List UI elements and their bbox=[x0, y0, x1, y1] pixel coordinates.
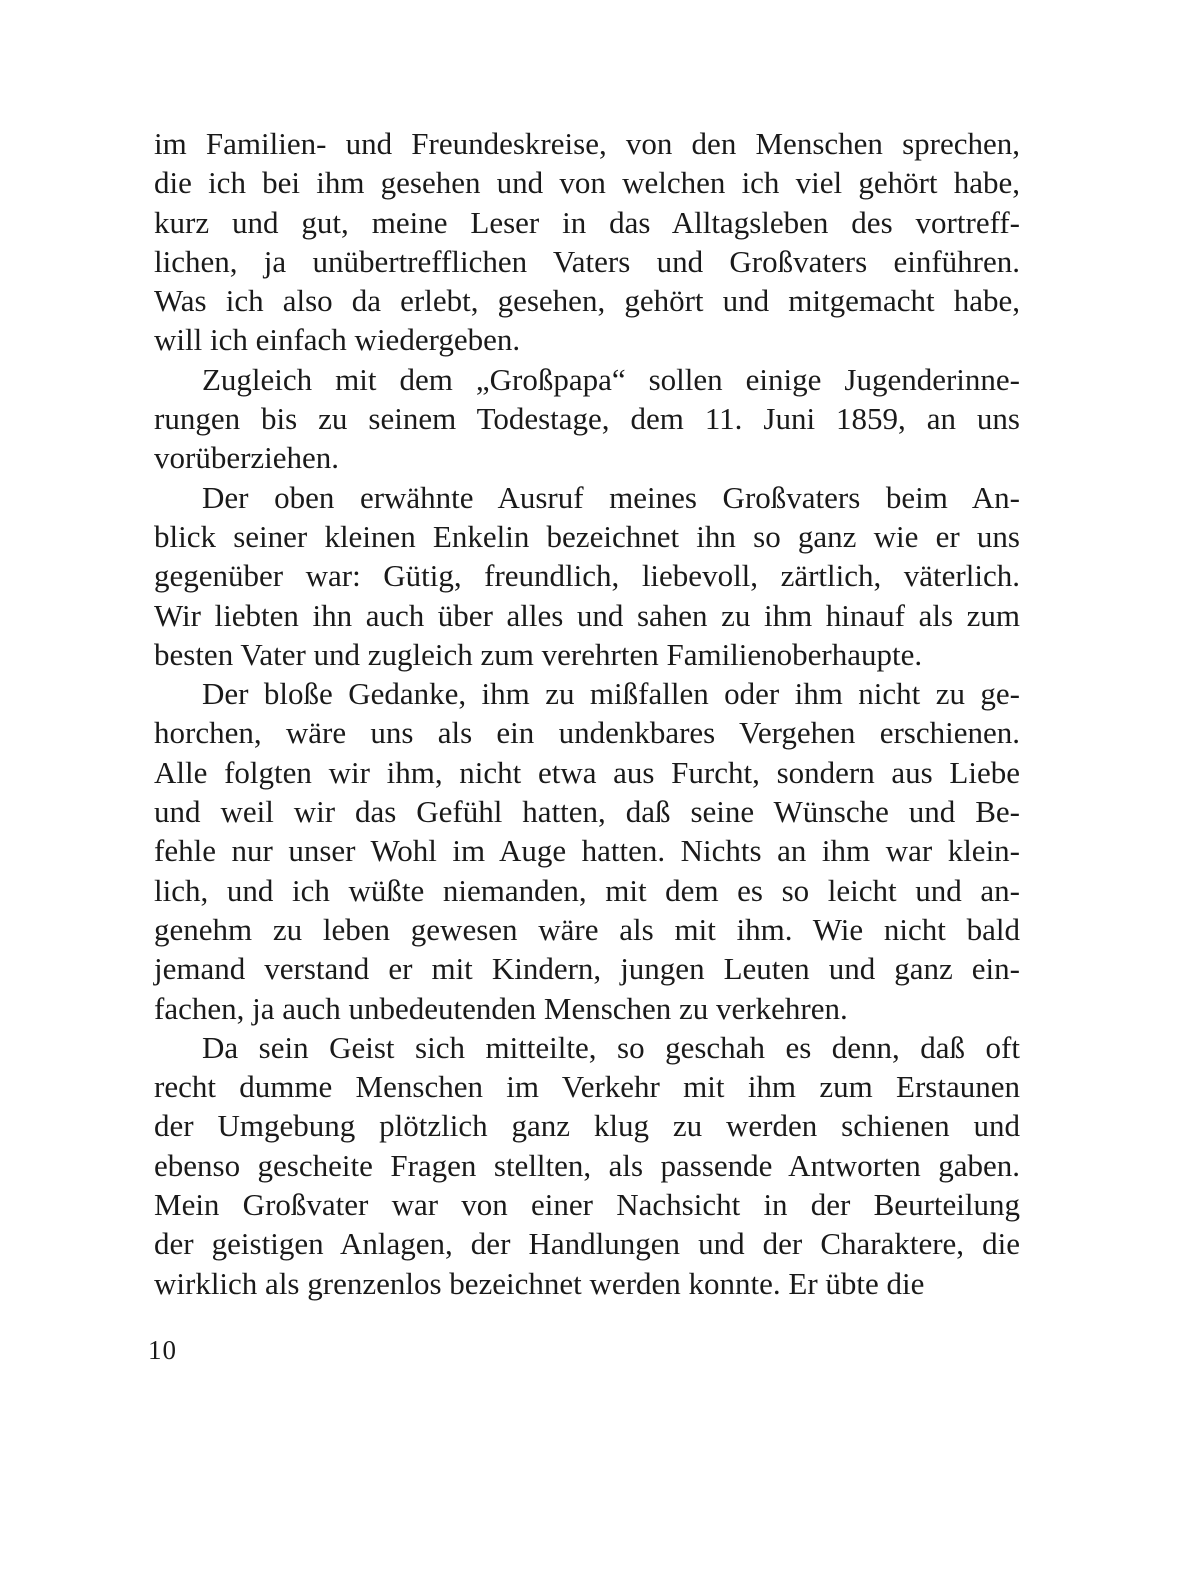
text-line: Zugleich mit dem „Großpapa“ sollen einige Jugenderinne- bbox=[202, 361, 1020, 397]
text-line: lichen, ja unübertrefflichen Vaters und Großvaters einführen. bbox=[154, 243, 1020, 279]
text-line: horchen, wäre uns als ein undenkbares Vergehen erschienen. bbox=[154, 715, 1020, 751]
body-text bbox=[154, 124, 1020, 1303]
text-line: besten Vater und zugleich zum verehrten Familienoberhaupte. bbox=[154, 636, 923, 672]
text-line: lich, und ich wüßte niemanden, mit dem es so leicht und an- bbox=[154, 872, 1020, 908]
text-line: recht dumme Menschen im Verkehr mit ihm zum Erstaunen bbox=[154, 1069, 1020, 1105]
text-line: Wir liebten ihn auch über alles und sahen zu ihm hinauf als zum bbox=[154, 597, 1020, 633]
text-line: gegenüber war: Gütig, freundlich, liebevoll, zärtlich, väterlich. bbox=[154, 558, 1020, 594]
text-line: Alle folgten wir ihm, nicht etwa aus Furcht, sondern aus Liebe bbox=[154, 754, 1020, 790]
paragraph bbox=[154, 124, 1020, 360]
text-line: fehle nur unser Wohl im Auge hatten. Nichts an ihm war klein- bbox=[154, 833, 1020, 869]
text-line: fachen, ja auch unbedeutenden Menschen zu verkehren. bbox=[154, 990, 848, 1026]
text-line: kurz und gut, meine Leser in das Alltagsleben des vortreff- bbox=[154, 204, 1020, 240]
text-line: will ich einfach wiedergeben. bbox=[154, 322, 521, 358]
text-line: im Familien- und Freundeskreise, von den Menschen sprechen, bbox=[154, 126, 1020, 161]
text-line: der Umgebung plötzlich ganz klug zu werden schienen und bbox=[154, 1108, 1020, 1144]
text-line: jemand verstand er mit Kindern, jungen Leuten und ganz ein- bbox=[154, 951, 1020, 987]
text-line: die ich bei ihm gesehen und von welchen ich viel gehört habe, bbox=[154, 165, 1020, 201]
paragraph bbox=[154, 1028, 1020, 1303]
text-line: ebenso gescheite Fragen stellten, als passende Antworten gaben. bbox=[154, 1147, 1020, 1183]
paragraph bbox=[154, 674, 1020, 1028]
text-line: rungen bis zu seinem Todestage, dem 11. Juni 1859, an uns bbox=[154, 401, 1020, 437]
text-line: Mein Großvater war von einer Nachsicht in der Beurteilung bbox=[154, 1187, 1020, 1223]
text-line: blick seiner kleinen Enkelin bezeichnet ihn so ganz wie er uns bbox=[154, 518, 1020, 554]
paragraph bbox=[154, 360, 1020, 478]
text-line: der geistigen Anlagen, der Handlungen und der Charaktere, die bbox=[154, 1226, 1020, 1262]
text-line: Der oben erwähnte Ausruf meines Großvaters beim An- bbox=[202, 479, 1020, 515]
text-line: und weil wir das Gefühl hatten, daß seine Wünsche und Be- bbox=[154, 794, 1020, 830]
text-line: genehm zu leben gewesen wäre als mit ihm. Wie nicht bald bbox=[154, 911, 1020, 947]
text-line: Der bloße Gedanke, ihm zu mißfallen oder ihm nicht zu ge- bbox=[202, 676, 1020, 712]
text-line: vorüberziehen. bbox=[154, 440, 340, 476]
text-line: Da sein Geist sich mitteilte, so geschah es denn, daß oft bbox=[202, 1029, 1020, 1065]
paragraph bbox=[154, 478, 1020, 674]
text-line: Was ich also da erlebt, gesehen, gehört und mitgemacht habe, bbox=[154, 283, 1020, 319]
text-line: wirklich als grenzenlos bezeichnet werden konnte. Er übte die bbox=[154, 1265, 925, 1301]
page-number: 10 bbox=[148, 1335, 177, 1365]
